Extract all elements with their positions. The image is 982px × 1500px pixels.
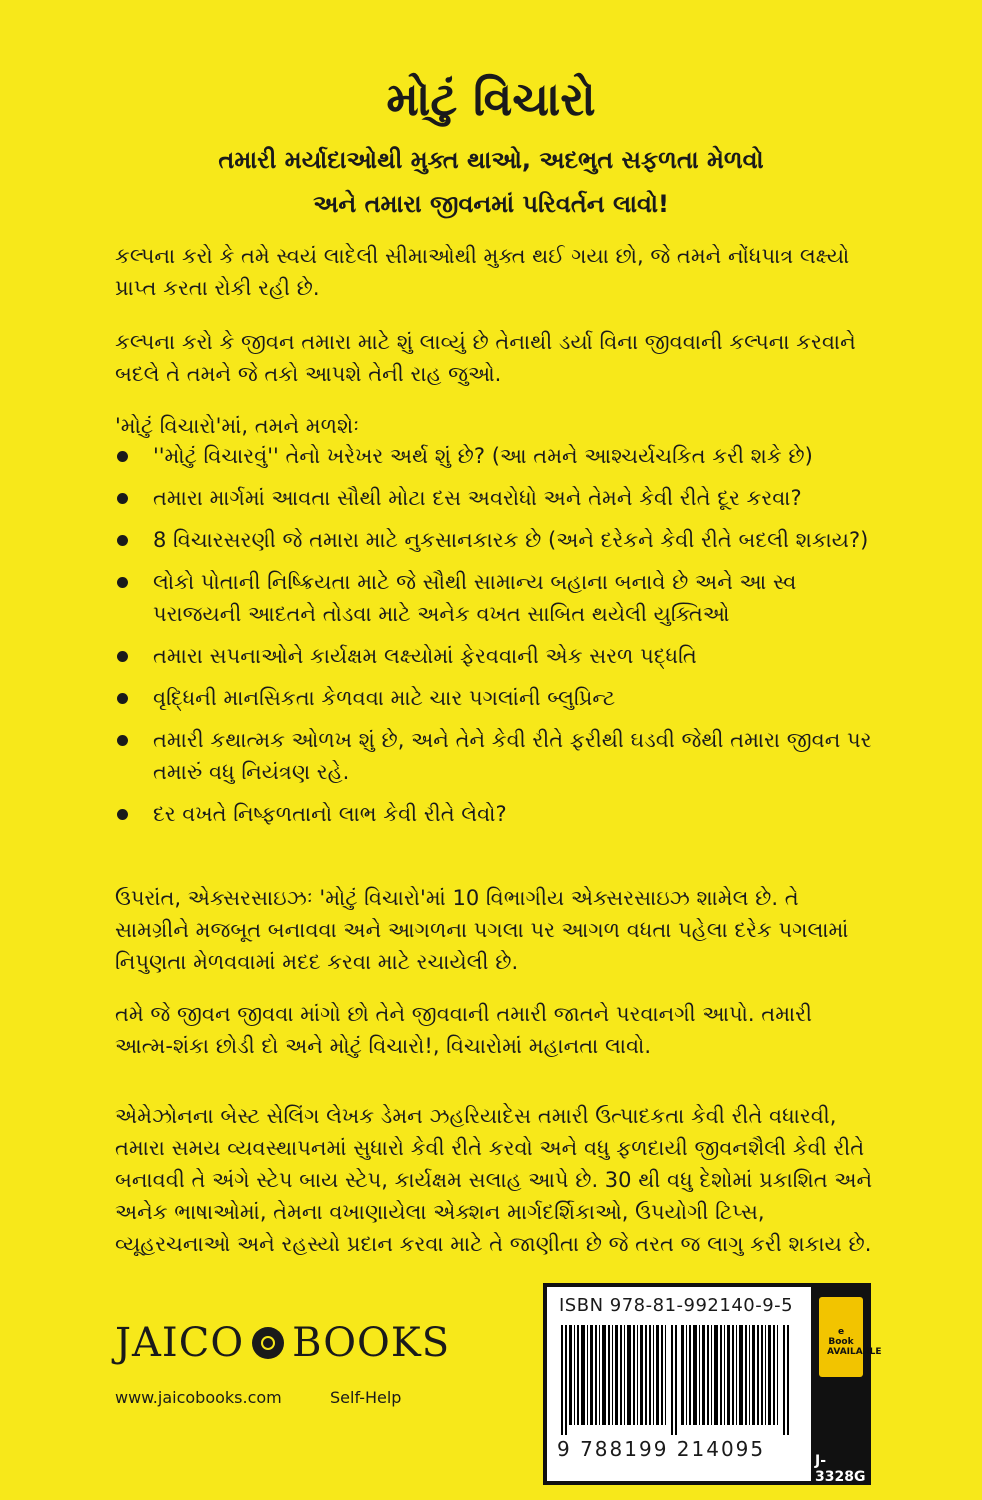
bullet-icon bbox=[117, 693, 128, 704]
barcode-number: 9 788199 214095 bbox=[557, 1437, 766, 1461]
list-item bbox=[115, 482, 873, 514]
paragraph-2: કલ્પના કરો કે જીવન તમારા માટે શું લાવ્યું છે તેનાથી ડર્યા વિના જીવવાની કલ્પના કરવાને બદલે તે તમને જે તકો આપશે તેની રાહ જુઓ. bbox=[115, 330, 856, 386]
list-item-text: તમારી કથાત્મક ઓળખ શું છે, અને તેને કેવી રીતે ફરીથી ઘડવી જેથી તમારા જીવન પર તમારું વધુ નિયંત્રણ રહે. bbox=[153, 728, 872, 784]
publisher-url: www.jaicobooks.com bbox=[115, 1388, 282, 1407]
ebook-label: e Book AVAILABLE bbox=[827, 1327, 882, 1357]
list-item bbox=[115, 682, 873, 714]
bullet-icon bbox=[117, 535, 128, 546]
list-item-text: વૃદ્ધિની માનસિકતા કેળવવા માટે ચાર પગલાંની બ્લુપ્રિન્ટ bbox=[153, 686, 616, 710]
barcode-icon bbox=[561, 1325, 797, 1435]
bullet-icon bbox=[117, 809, 128, 820]
subtitle-line-1: તમારી મર્યાદાઓથી મુક્ત થાઓ, અદભુત સફળતા મેળવો bbox=[218, 146, 764, 174]
bullet-icon bbox=[117, 577, 128, 588]
bullet-icon bbox=[117, 651, 128, 662]
publisher-emblem-icon bbox=[252, 1327, 284, 1359]
list-item bbox=[115, 798, 873, 830]
list-item-text: લોકો પોતાની નિષ્ક્રિયતા માટે જે સૌથી સામાન્ય બહાના બનાવે છે અને આ સ્વ પરાજયની આદતને તોડવા માટે અનેક વખત સાબિત થયેલી યુક્તિઓ bbox=[153, 570, 797, 626]
author-paragraph: એમેઝોનના બેસ્ટ સેલિંગ લેખક ડેમન ઝહરિયાદેસ તમારી ઉત્પાદકતા કેવી રીતે વધારવી, તમારા સમય વ્યવસ્થાપનમાં સુધારો કેવી રીતે કરવો અને વધુ ફળદાયી જીવનશૈલી કેવી રીતે બનાવવી તે અંગે સ્ટેપ બાય સ્ટેપ, કાર્યક્ષમ સલાહ આપે છે. 30 થી વધુ દેશોમાં પ્રકાશિત અને અનેક ભાષાઓમાં, તેમના વખાણાયેલા એક્શન માર્ગદર્શિકાઓ, ઉપયોગી ટિપ્સ, વ્યૂહરચનાઓ અને રહસ્યો પ્રદાન કરવા માટે તે જાણીતા છે જે તરત જ લાગુ કરી શકાય છે. bbox=[115, 1104, 873, 1256]
bullet-icon bbox=[117, 735, 128, 746]
product-code: J-3328G bbox=[815, 1453, 866, 1485]
list-item bbox=[115, 724, 873, 788]
category-label: Self-Help bbox=[330, 1388, 402, 1407]
list-item-text: તમારા માર્ગમાં આવતા સૌથી મોટા દસ અવરોધો અને તેમને કેવી રીતે દૂર કરવા? bbox=[153, 486, 802, 510]
feature-list bbox=[115, 440, 873, 840]
barcode-panel bbox=[543, 1283, 882, 1485]
list-intro: 'મોટું વિચારો'માં, તમને મળશેઃ bbox=[115, 414, 360, 438]
list-item bbox=[115, 524, 873, 556]
paragraph-4: તમે જે જીવન જીવવા માંગો છો તેને જીવવાની તમારી જાતને પરવાનગી આપો. તમારી આત્મ-શંકા છોડી દો અને મોટું વિચારો!, વિચારોમાં મહાનતા લાવો. bbox=[115, 1002, 813, 1058]
publisher-logo bbox=[115, 1320, 450, 1366]
barcode-area bbox=[547, 1287, 811, 1481]
list-item-text: તમારા સપનાઓને કાર્યક્ષમ લક્ષ્યોમાં ફેરવવાની એક સરળ પદ્ધતિ bbox=[153, 644, 697, 668]
publisher-block bbox=[115, 1320, 475, 1420]
list-item bbox=[115, 440, 873, 472]
bullet-icon bbox=[117, 493, 128, 504]
paragraph-1: કલ્પના કરો કે તમે સ્વયં લાદેલી સીમાઓથી મુક્ત થઈ ગયા છો, જે તમને નોંધપાત્ર લક્ષ્યો પ્રાપ્ત કરતા રોકી રહી છે. bbox=[115, 244, 850, 300]
isbn-text: ISBN 978-81-992140-9-5 bbox=[559, 1295, 794, 1316]
paragraph-3: ઉપરાંત, એક્સરસાઇઝઃ 'મોટું વિચારો'માં 10 વિભાગીય એક્સરસાઇઝ શામેલ છે. તે સામગ્રીને મજબૂત બનાવવા અને આગળના પગલા પર આગળ વધતા પહેલા દરેક પગલામાં નિપુણતા મેળવવામાં મદદ કરવા માટે રચાયેલી છે. bbox=[115, 886, 849, 974]
publisher-name-right: BOOKS bbox=[292, 1320, 451, 1366]
bullet-icon bbox=[117, 451, 128, 462]
list-item-text: દર વખતે નિષ્ફળતાનો લાભ કેવી રીતે લેવો? bbox=[153, 802, 507, 826]
list-item bbox=[115, 566, 873, 630]
ebook-available-badge bbox=[819, 1297, 882, 1377]
list-item-text: ''મોટું વિચારવું'' તેનો ખરેખર અર્થ શું છે? (આ તમને આશ્ચર્યચકિત કરી શકે છે) bbox=[153, 444, 813, 468]
publisher-name-left: JAICO bbox=[115, 1320, 245, 1366]
list-item-text: 8 વિચારસરણી જે તમારા માટે નુકસાનકારક છે (અને દરેકને કેવી રીતે બદલી શકાય?) bbox=[153, 528, 869, 552]
subtitle-line-2: અને તમારા જીવનમાં પરિવર્તન લાવો! bbox=[313, 190, 669, 218]
list-item bbox=[115, 640, 873, 672]
book-title: મોટું વિચારો bbox=[386, 72, 596, 126]
